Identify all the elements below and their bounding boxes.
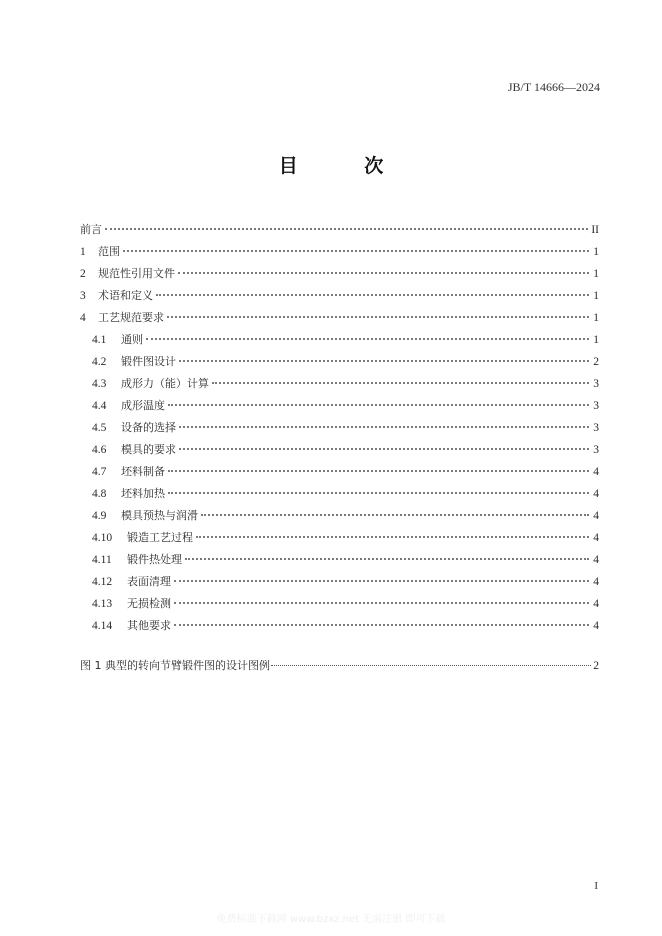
table-of-contents	[80, 219, 599, 637]
toc-entry-number: 4.4	[92, 400, 107, 412]
dot-leader	[146, 338, 589, 340]
toc-entry-page: 1	[593, 312, 599, 324]
toc-entry-number: 2	[80, 268, 86, 280]
toc-entry-label: 术语和定义	[98, 289, 153, 302]
toc-entry-page: 4	[593, 488, 599, 500]
toc-entry-number: 4	[80, 312, 86, 324]
dot-leader	[168, 470, 589, 472]
toc-entry[interactable]	[80, 395, 599, 417]
toc-entry-label: 范围	[98, 245, 120, 258]
toc-entry-number: 4.14	[92, 620, 113, 632]
toc-entry-page: 4	[593, 554, 599, 566]
dot-leader	[179, 448, 589, 450]
figure-entry-page: 2	[593, 660, 599, 672]
toc-entry[interactable]	[80, 483, 599, 505]
toc-entry[interactable]	[80, 505, 599, 527]
toc-entry-page: 3	[593, 378, 599, 390]
toc-entry-page: 1	[593, 246, 599, 258]
toc-entry-number: 4.6	[92, 444, 107, 456]
toc-entry-page: II	[591, 224, 599, 236]
dot-leader	[271, 665, 591, 666]
dot-leader	[212, 382, 589, 384]
toc-entry[interactable]	[80, 593, 599, 615]
toc-entry[interactable]	[80, 307, 599, 329]
toc-entry-label: 成形力（能）计算	[121, 377, 209, 390]
watermark: 免费标准下载网 www.bzxz.net 无需注册 即可下载	[216, 914, 446, 925]
toc-entry[interactable]	[80, 417, 599, 439]
figure-list	[80, 655, 599, 677]
dot-leader	[167, 316, 589, 318]
page-number: I	[594, 880, 598, 892]
toc-entry-page: 4	[593, 510, 599, 522]
toc-entry-label: 表面清理	[127, 575, 171, 588]
toc-entry-number: 4.8	[92, 488, 107, 500]
dot-leader	[168, 404, 589, 406]
dot-leader	[196, 536, 589, 538]
toc-entry-label: 模具预热与润滑	[121, 509, 198, 522]
toc-entry[interactable]	[80, 439, 599, 461]
toc-entry[interactable]	[80, 527, 599, 549]
toc-entry-label: 工艺规范要求	[98, 311, 164, 324]
toc-entry-label: 坯料制备	[121, 465, 165, 478]
toc-entry[interactable]	[80, 263, 599, 285]
toc-entry-label: 通则	[121, 333, 143, 346]
toc-entry-label: 锻件图设计	[121, 355, 176, 368]
toc-entry-number: 4.11	[92, 554, 112, 566]
toc-entry-label: 规范性引用文件	[98, 267, 175, 280]
toc-entry-page: 3	[593, 400, 599, 412]
toc-entry-number: 4.13	[92, 598, 113, 610]
toc-entry-page: 1	[593, 268, 599, 280]
toc-entry-label: 成形温度	[121, 399, 165, 412]
toc-entry[interactable]	[80, 615, 599, 637]
dot-leader	[105, 228, 588, 230]
toc-entry-number: 4.10	[92, 532, 113, 544]
figure-entry[interactable]	[80, 655, 599, 677]
figure-entry-label: 典型的转向节臂锻件图的设计图例	[105, 659, 270, 672]
toc-entry-label: 前言	[80, 223, 102, 236]
toc-entry-page: 2	[593, 356, 599, 368]
toc-entry-label: 无损检测	[127, 597, 171, 610]
toc-entry[interactable]	[80, 373, 599, 395]
document-code: JB/T 14666—2024	[507, 80, 600, 94]
dot-leader	[178, 272, 589, 274]
dot-leader	[185, 558, 589, 560]
toc-entry-label: 模具的要求	[121, 443, 176, 456]
toc-entry-number: 4.7	[92, 466, 107, 478]
toc-entry-number: 1	[80, 246, 86, 258]
toc-entry-number: 4.5	[92, 422, 107, 434]
toc-entry[interactable]	[80, 351, 599, 373]
toc-entry[interactable]	[80, 461, 599, 483]
dot-leader	[123, 250, 589, 252]
toc-entry-page: 4	[593, 598, 599, 610]
toc-entry-number: 4.1	[92, 334, 107, 346]
dot-leader	[201, 514, 589, 516]
toc-entry-number: 4.9	[92, 510, 107, 522]
page-title: 目 次	[278, 155, 414, 177]
toc-entry[interactable]	[80, 571, 599, 593]
toc-entry-label: 其他要求	[127, 619, 171, 632]
toc-entry-label: 锻造工艺过程	[127, 531, 193, 544]
figure-entry-number: 图 1	[80, 659, 102, 672]
toc-entry-page: 1	[593, 334, 599, 346]
toc-entry-number: 4.3	[92, 378, 107, 390]
dot-leader	[168, 492, 589, 494]
toc-entry-label: 设备的选择	[121, 421, 176, 434]
toc-entry-page: 3	[593, 444, 599, 456]
toc-entry[interactable]	[80, 329, 599, 351]
dot-leader	[179, 426, 589, 428]
toc-entry-page: 4	[593, 466, 599, 478]
dot-leader	[174, 624, 589, 626]
toc-entry[interactable]	[80, 285, 599, 307]
toc-entry-number: 4.12	[92, 576, 113, 588]
toc-entry-label: 锻件热处理	[127, 553, 182, 566]
toc-entry-number: 3	[80, 290, 86, 302]
toc-entry-label: 坯料加热	[121, 487, 165, 500]
toc-entry-page: 3	[593, 422, 599, 434]
toc-entry-number: 4.2	[92, 356, 107, 368]
toc-entry-page: 4	[593, 576, 599, 588]
toc-entry-page: 1	[593, 290, 599, 302]
dot-leader	[179, 360, 589, 362]
dot-leader	[174, 602, 589, 604]
toc-entry[interactable]	[80, 549, 599, 571]
dot-leader	[174, 580, 589, 582]
toc-entry-page: 4	[593, 532, 599, 544]
dot-leader	[156, 294, 589, 296]
toc-entry[interactable]	[80, 241, 599, 263]
toc-entry-page: 4	[593, 620, 599, 632]
toc-entry[interactable]	[80, 219, 599, 241]
